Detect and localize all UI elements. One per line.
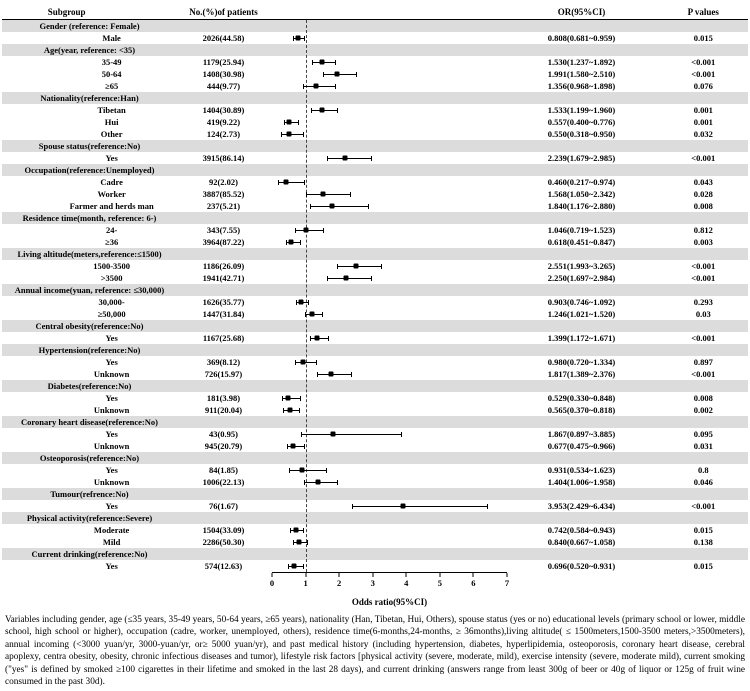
group-label: Nationality(reference:Han) — [40, 93, 139, 103]
p-value: 0.03 — [695, 309, 711, 319]
p-value: 0.043 — [693, 177, 713, 187]
p-value: 0.046 — [693, 477, 713, 487]
or-marker — [295, 36, 300, 41]
or-marker — [353, 264, 358, 269]
p-value: <0.001 — [691, 333, 716, 343]
or-ci-text: 2.551(1.993~3.265) — [547, 261, 616, 271]
forest-row — [2, 464, 748, 476]
or-marker — [315, 480, 320, 485]
group-row — [2, 212, 748, 224]
group-row — [2, 416, 748, 428]
group-row — [2, 344, 748, 356]
patients-count: 369(8.12) — [206, 357, 241, 367]
or-marker — [301, 360, 306, 365]
p-value: 0.008 — [693, 393, 713, 403]
group-row — [2, 320, 748, 332]
axis-tick-label: 5 — [437, 578, 442, 588]
forest-row — [2, 308, 748, 320]
p-value: 0.032 — [693, 129, 713, 139]
forest-row — [2, 368, 748, 380]
subgroup-label: 35-49 — [101, 57, 122, 67]
group-label: Spouse status(reference:No) — [38, 141, 141, 151]
ci-whisker — [295, 360, 317, 365]
subgroup-label: Unknown — [93, 369, 130, 379]
group-label: Age(year, reference: <35) — [43, 45, 136, 55]
or-marker — [319, 108, 324, 113]
patients-count: 1408(30.98) — [202, 69, 245, 79]
subgroup-label: Yes — [105, 357, 118, 367]
subgroup-label: 1500-3500 — [93, 261, 131, 271]
group-row — [2, 488, 748, 500]
or-marker — [298, 300, 303, 305]
or-ci-text: 0.931(0.534~1.623) — [547, 465, 616, 475]
patients-count: 1626(35.77) — [202, 297, 245, 307]
patients-count: 92(2.02) — [208, 177, 239, 187]
patients-count: 1447(31.84) — [202, 309, 245, 319]
plot-area — [2, 20, 748, 597]
p-value: 0.015 — [693, 33, 713, 43]
or-ci-text: 1.399(1.172~1.671) — [547, 333, 616, 343]
subgroup-label: >3500 — [100, 273, 123, 283]
subgroup-label: Unknown — [93, 405, 130, 415]
or-ci-text: 1.530(1.237~1.892) — [547, 57, 616, 67]
subgroup-label: Yes — [105, 501, 118, 511]
group-label: Current drinking(reference:No) — [31, 549, 148, 559]
or-ci-text: 0.980(0.720~1.334) — [547, 357, 616, 367]
forest-row — [2, 68, 748, 80]
subgroup-label: Mild — [102, 537, 121, 547]
forest-row — [2, 236, 748, 248]
p-value: 0.001 — [693, 105, 713, 115]
or-ci-text: 0.618(0.451~0.847) — [547, 237, 616, 247]
subgroup-label: Yes — [105, 333, 118, 343]
or-ci-text: 0.696(0.520~0.931) — [547, 561, 616, 571]
p-value: 0.031 — [693, 441, 713, 451]
ci-whisker — [282, 396, 301, 401]
ci-whisker — [304, 480, 338, 485]
group-row — [2, 380, 748, 392]
or-ci-text: 2.250(1.697~2.984) — [547, 273, 616, 283]
group-label: Tumour(refrence:No) — [50, 489, 129, 499]
ci-whisker — [281, 132, 304, 137]
or-ci-text: 1.867(0.897~3.885) — [547, 429, 616, 439]
or-marker — [343, 276, 348, 281]
axis-tick — [406, 573, 407, 577]
p-value: 0.076 — [693, 81, 713, 91]
forest-row — [2, 128, 748, 140]
axis-tick-label: 3 — [370, 578, 375, 588]
patients-count: 1006(22.13) — [202, 477, 245, 487]
or-ci-text: 0.460(0.217~0.974) — [547, 177, 616, 187]
ci-whisker — [301, 432, 403, 437]
subgroup-label: Yes — [105, 429, 118, 439]
or-marker — [303, 228, 308, 233]
patients-count: 444(9.77) — [206, 81, 241, 91]
subgroup-label: ≥36 — [105, 237, 119, 247]
or-ci-text: 0.565(0.370~0.818) — [547, 405, 616, 415]
forest-row — [2, 272, 748, 284]
patients-count: 1179(25.94) — [202, 57, 245, 67]
or-marker — [284, 180, 289, 185]
forest-row — [2, 536, 748, 548]
or-ci-text: 2.239(1.679~2.985) — [547, 153, 616, 163]
axis-tick — [473, 573, 474, 577]
ci-whisker — [323, 72, 356, 77]
x-axis-label: Odds ratio(95%CI) — [351, 597, 428, 607]
forest-row — [2, 476, 748, 488]
p-value: <0.001 — [691, 57, 716, 67]
patients-count: 574(12.63) — [204, 561, 243, 571]
subgroup-label: 24- — [105, 225, 118, 235]
or-ci-text: 0.550(0.318~0.950) — [547, 129, 616, 139]
p-value: 0.293 — [693, 297, 713, 307]
axis-tick-label: 2 — [337, 578, 342, 588]
or-marker — [291, 444, 296, 449]
group-label: Central obesity(reference:No) — [35, 321, 144, 331]
axis-tick-label: 0 — [269, 578, 275, 588]
patients-count: 945(20.79) — [204, 441, 243, 451]
ci-whisker — [310, 204, 369, 209]
group-label: Osteoporosis(reference:No) — [39, 453, 140, 463]
patients-count: 343(7.55) — [206, 225, 241, 235]
subgroup-label: Yes — [105, 393, 118, 403]
forest-rows — [2, 20, 748, 572]
forest-row — [2, 296, 748, 308]
p-value: <0.001 — [691, 153, 716, 163]
or-marker — [313, 84, 318, 89]
axis-tick — [339, 573, 340, 577]
forest-row — [2, 152, 748, 164]
forest-row — [2, 404, 748, 416]
p-value: 0.897 — [693, 357, 713, 367]
ci-whisker — [306, 192, 351, 197]
group-label: Diabetes(reference:No) — [47, 381, 132, 391]
or-ci-text: 1.840(1.176~2.880) — [547, 201, 616, 211]
group-label: Hypertension(reference:No) — [38, 345, 141, 355]
forest-row — [2, 332, 748, 344]
subgroup-label: Tibetan — [97, 105, 126, 115]
ci-whisker — [295, 228, 324, 233]
patients-count: 419(9.22) — [206, 117, 241, 127]
subgroup-label: Moderate — [93, 525, 130, 535]
forest-row — [2, 500, 748, 512]
forest-row — [2, 80, 748, 92]
or-marker — [330, 204, 335, 209]
group-row — [2, 248, 748, 260]
group-label: Gender (reference: Female) — [39, 21, 140, 31]
group-row — [2, 512, 748, 524]
p-value: <0.001 — [691, 261, 716, 271]
p-value: <0.001 — [691, 273, 716, 283]
group-row — [2, 452, 748, 464]
patients-count: 1404(30.89) — [202, 105, 245, 115]
ci-whisker — [327, 156, 373, 161]
patients-count: 237(5.21) — [206, 201, 241, 211]
ci-whisker — [311, 108, 338, 113]
or-ci-text: 0.840(0.667~1.058) — [547, 537, 616, 547]
forest-row — [2, 176, 748, 188]
subgroup-label: Unknown — [93, 477, 130, 487]
patients-count: 3915(86.14) — [202, 153, 245, 163]
forest-row — [2, 428, 748, 440]
p-value: 0.001 — [693, 117, 713, 127]
or-ci-text: 1.817(1.389~2.376) — [547, 369, 616, 379]
patients-count: 1941(42.71) — [202, 273, 245, 283]
subgroup-label: Unknown — [93, 441, 130, 451]
patients-count: 1186(26.09) — [202, 261, 245, 271]
group-label: Annual income(yuan, reference: ≤30,000) — [14, 285, 165, 295]
or-ci-text: 1.533(1.199~1.960) — [547, 105, 616, 115]
forest-row — [2, 524, 748, 536]
forest-row — [2, 440, 748, 452]
or-ci-text: 3.953(2.429~6.434) — [547, 501, 616, 511]
or-marker — [319, 60, 324, 65]
ci-whisker — [278, 180, 305, 185]
or-ci-text: 0.808(0.681~0.959) — [547, 33, 616, 43]
figure-caption: Variables including gender, age (≤35 years, 35-49 years, 50-64 years, ≥65 years), nationality (Han, Tibetan, Hui, Others), spouse status (yes or no) educational levels (primary school or lower, middle school, high school or higher), occupation (cadre, worker, unemployed, others), residence time(6-months,24-months, ≥ 36months),living altitude( ≤ 1500meters,1500-3500 meters,>3500meters), annual incoming (<3000 yuan/yr, 3000-yuan/yr, or≥ 5000 yuan/yr), and past medical history (including hypertension, diabetes, hyperlipidemia, osteoporosis, coronary heart disease, cerebral apoplexy, centra obesity, obesity, chronic infectious diseases and tumor), lifestyle risk factors [physical activity (severe, moderate, mild), exercise intensity (severe, moderate mild), current smoking ("yes" is defined by smoked ≥100 cigarettes in their lifetime and smoked in the last 28 days), and current drinking (answers range from least 300g of beer or 40g of liquor or 125g of fruit wine consumed in the past 30d). — [5, 615, 745, 688]
patients-count: 43(0.95) — [208, 429, 239, 439]
subgroup-label: 50-64 — [101, 69, 122, 79]
or-marker — [287, 408, 292, 413]
p-value: 0.095 — [693, 429, 713, 439]
group-label: Residence time(month, reference: 6-) — [22, 213, 157, 223]
forest-row — [2, 356, 748, 368]
or-marker — [343, 156, 348, 161]
table-header — [2, 4, 748, 20]
or-marker — [291, 564, 296, 569]
group-row — [2, 284, 748, 296]
ci-whisker — [303, 84, 336, 89]
subgroup-label: Yes — [105, 561, 118, 571]
p-value: 0.8 — [697, 465, 709, 475]
p-value: 0.002 — [693, 405, 713, 415]
or-marker — [400, 504, 405, 509]
or-marker — [329, 372, 334, 377]
subgroup-label: 30,000- — [98, 297, 125, 307]
axis-tick-label: 7 — [504, 578, 510, 588]
forest-row — [2, 32, 748, 44]
group-label: Occupation(reference:Unemployed) — [24, 165, 155, 175]
patients-count: 1504(33.09) — [202, 525, 245, 535]
p-value: 0.015 — [693, 525, 713, 535]
group-row — [2, 140, 748, 152]
forest-row — [2, 200, 748, 212]
or-marker — [287, 132, 292, 137]
or-marker — [335, 72, 340, 77]
p-value: <0.001 — [691, 501, 716, 511]
patients-count: 84(1.85) — [208, 465, 239, 475]
or-marker — [331, 432, 336, 437]
patients-count: 3964(87.22) — [202, 237, 245, 247]
or-marker — [293, 528, 298, 533]
ci-whisker — [352, 504, 488, 509]
or-ci-text: 0.529(0.330~0.848) — [547, 393, 616, 403]
forest-row — [2, 224, 748, 236]
or-marker — [286, 396, 291, 401]
patients-count: 1167(25.68) — [202, 333, 245, 343]
patients-count: 3887(85.52) — [202, 189, 245, 199]
group-row — [2, 92, 748, 104]
axis-tick — [507, 573, 508, 577]
patients-count: 181(3.98) — [206, 393, 241, 403]
patients-count: 2286(50.30) — [202, 537, 245, 547]
or-ci-text: 0.903(0.746~1.092) — [547, 297, 616, 307]
subgroup-label: Yes — [105, 153, 118, 163]
or-marker — [315, 336, 320, 341]
column-header-plot-spacer — [271, 4, 505, 19]
patients-count: 911(20.04) — [204, 405, 243, 415]
p-value: 0.138 — [693, 537, 713, 547]
forest-row — [2, 56, 748, 68]
axis-tick — [439, 573, 440, 577]
forest-row — [2, 188, 748, 200]
column-header-subgroup: Subgroup — [47, 6, 86, 17]
ci-whisker — [337, 264, 381, 269]
axis-tick — [272, 573, 273, 577]
forest-row — [2, 116, 748, 128]
subgroup-label: Hui — [104, 117, 119, 127]
or-ci-text: 1.046(0.719~1.523) — [547, 225, 616, 235]
forest-row — [2, 560, 748, 572]
patients-count: 124(2.73) — [206, 129, 241, 139]
or-ci-text: 0.677(0.475~0.966) — [547, 441, 616, 451]
or-ci-text: 1.991(1.580~2.510) — [547, 69, 616, 79]
forest-row — [2, 392, 748, 404]
subgroup-label: Yes — [105, 465, 118, 475]
or-ci-text: 1.568(1.050~2.342) — [547, 189, 616, 199]
subgroup-label: ≥65 — [105, 81, 119, 91]
p-value: 0.812 — [693, 225, 713, 235]
or-ci-text: 1.404(1.006~1.958) — [547, 477, 616, 487]
or-marker — [289, 240, 294, 245]
p-value: 0.008 — [693, 201, 713, 211]
group-label: Physical activity(reference:Severe) — [26, 513, 153, 523]
group-row — [2, 44, 748, 56]
or-ci-text: 1.356(0.968~1.898) — [547, 81, 616, 91]
group-row — [2, 548, 748, 560]
ci-whisker — [317, 372, 352, 377]
axis-tick — [305, 573, 306, 577]
column-header-pvalues: P values — [687, 6, 719, 17]
or-marker — [299, 468, 304, 473]
subgroup-label: Male — [102, 33, 121, 43]
reference-line — [306, 20, 307, 572]
subgroup-label: Farmer and herds man — [69, 201, 154, 211]
group-label: Coronary heart disease(reference:No) — [21, 417, 158, 427]
or-ci-text: 1.246(1.021~1.520) — [547, 309, 616, 319]
patients-count: 726(15.97) — [204, 369, 243, 379]
group-row — [2, 20, 748, 32]
forest-row — [2, 104, 748, 116]
column-header-patients: No.(%)of patients — [189, 6, 258, 17]
axis-tick-label: 1 — [303, 578, 308, 588]
x-axis — [269, 572, 510, 597]
or-marker — [287, 120, 292, 125]
p-value: <0.001 — [691, 69, 716, 79]
forest-row — [2, 260, 748, 272]
subgroup-label: Other — [100, 129, 123, 139]
p-value: <0.001 — [691, 369, 716, 379]
ci-whisker — [289, 468, 327, 473]
p-value: 0.003 — [693, 237, 713, 247]
subgroup-label: Cadre — [100, 177, 123, 187]
patients-count: 2026(44.58) — [202, 33, 245, 43]
subgroup-label: Worker — [97, 189, 126, 199]
patients-count: 76(1.67) — [208, 501, 239, 511]
group-label: Living altitude(meters,reference:≤1500) — [17, 249, 162, 259]
axis-tick-label: 6 — [471, 578, 476, 588]
subgroup-label: ≥50,000 — [97, 309, 126, 319]
or-marker — [321, 192, 326, 197]
p-value: 0.028 — [693, 189, 713, 199]
or-ci-text: 0.742(0.584~0.943) — [547, 525, 616, 535]
or-marker — [296, 540, 301, 545]
or-ci-text: 0.557(0.400~0.776) — [547, 117, 616, 127]
group-row — [2, 164, 748, 176]
axis-tick-label: 4 — [404, 578, 409, 588]
ci-whisker — [327, 276, 372, 281]
p-value: 0.015 — [693, 561, 713, 571]
axis-tick — [372, 573, 373, 577]
column-header-or: OR(95%CI) — [557, 6, 606, 17]
or-marker — [310, 312, 315, 317]
